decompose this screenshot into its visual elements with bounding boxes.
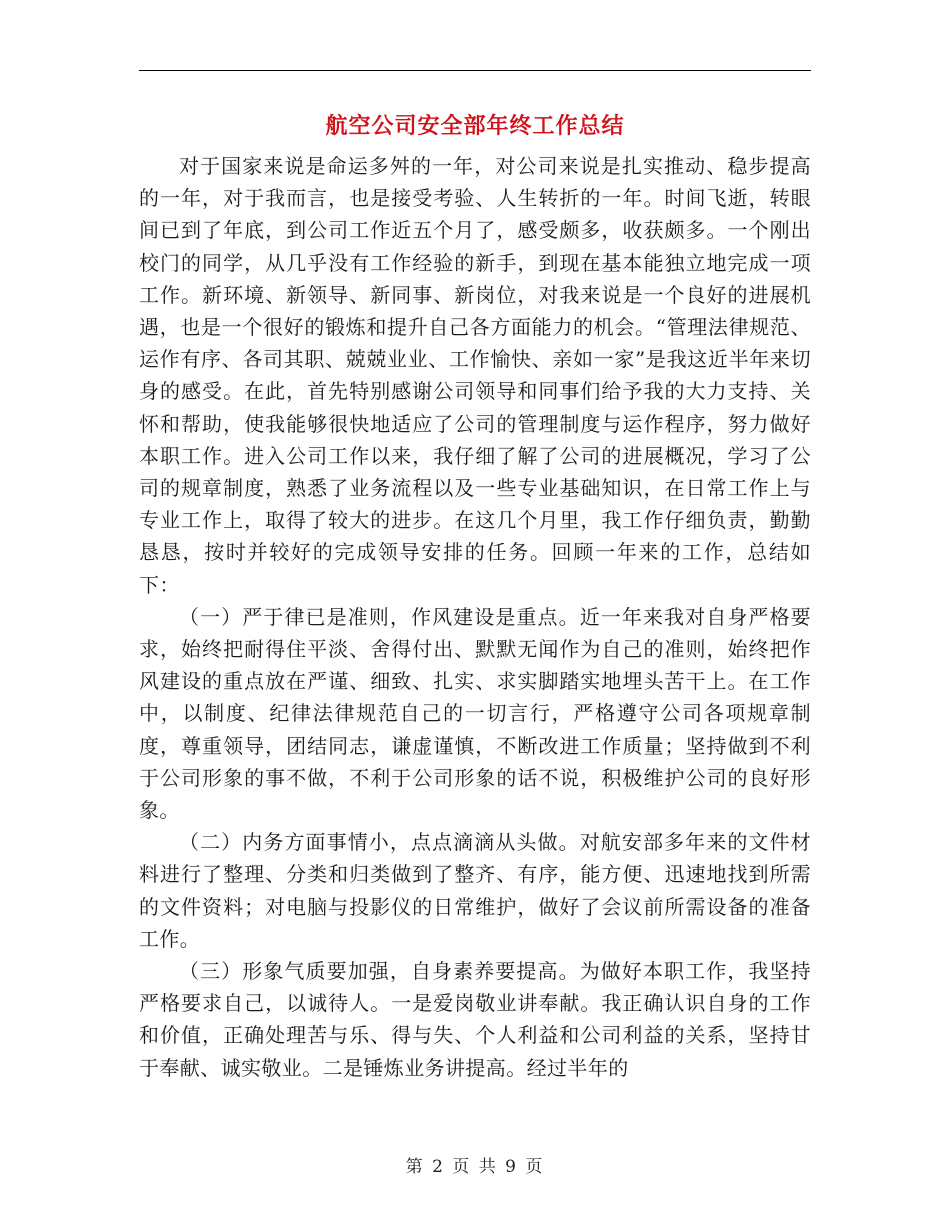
paragraph-section-2: （二）内务方面事情小，点点滴滴从头做。对航安部多年来的文件材料进行了整理、分类和归类做到了整齐、有序，能方便、迅速地找到所需的文件资料；对电脑与投影仪的日常维护，做好了会议前所需设备的准备工作。 (139, 830, 811, 951)
page-number-footer: 第 2 页 共 9 页 (405, 1157, 545, 1177)
document-body (139, 150, 811, 1084)
document-title: 航空公司安全部年终工作总结 (325, 113, 625, 139)
paragraph-section-1: （一）严于律已是准则，作风建设是重点。近一年来我对自身严格要求，始终把耐得住平淡、舍得付出、默默无闻作为自己的准则，始终把作风建设的重点放在严谨、细致、扎实、求实脚踏实地埋头苦干上。在工作中，以制度、纪律法律规范自己的一切言行，严格遵守公司各项规章制度，尊重领导，团结同志，谦虚谨慎，不断改进工作质量；坚持做到不利于公司形象的事不做，不利于公司形象的话不说，积极维护公司的良好形象。 (139, 604, 811, 823)
header-rule (139, 70, 811, 71)
paragraph-section-3: （三）形象气质要加强，自身素养要提高。为做好本职工作，我坚持严格要求自己，以诚待人。一是爱岗敬业讲奉献。我正确认识自身的工作和价值，正确处理苦与乐、得与失、个人利益和公司利益的关系，坚持甘于奉献、诚实敬业。二是锤炼业务讲提高。经过半年的 (139, 959, 811, 1080)
paragraph-intro: 对于国家来说是命运多舛的一年，对公司来说是扎实推动、稳步提高的一年，对于我而言，也是接受考验、人生转折的一年。时间飞逝，转眼间已到了年底，到公司工作近五个月了，感受颇多，收获颇多。一个刚出校门的同学，从几乎没有工作经验的新手，到现在基本能独立地完成一项工作。新环境、新领导、新同事、新岗位，对我来说是一个良好的进展机遇，也是一个很好的锻炼和提升自己各方面能力的机会。“管理法律规范、运作有序、各司其职、兢兢业业、工作愉快、亲如一家”是我这近半年来切身的感受。在此，首先特别感谢公司领导和同事们给予我的大力支持、关怀和帮助，使我能够很快地适应了公司的管理制度与运作程序，努力做好本职工作。进入公司工作以来，我仔细了解了公司的进展概况，学习了公司的规章制度，熟悉了业务流程以及一些专业基础知识，在日常工作上与专业工作上，取得了较大的进步。在这几个月里，我工作仔细负责，勤勤恳恳，按时并较好的完成领导安排的任务。回顾一年来的工作，总结如下： (139, 154, 811, 597)
